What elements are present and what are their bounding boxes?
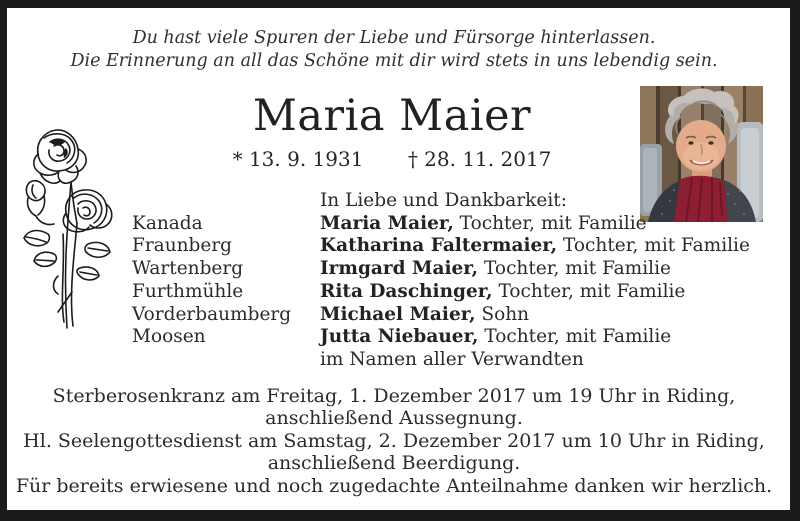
birth-date: * 13. 9. 1931 [232, 147, 364, 171]
service-line: anschließend Beerdigung. [267, 452, 521, 475]
mourner-row [132, 213, 750, 236]
mourner-place: Wartenberg [132, 258, 244, 280]
mourner-place: Kanada [132, 212, 203, 234]
service-line: Sterberosenkranz am Freitag, 1. Dezember 2017 um 19 Uhr in Riding, [52, 385, 736, 407]
service-line: Hl. Seelengottesdienst am Samstag, 2. Dezember 2017 um 10 Uhr in Riding, [23, 429, 765, 452]
service-announcements [0, 385, 788, 497]
mourner-row [132, 235, 750, 258]
mourner-relation: Sohn [481, 303, 530, 325]
mourner-row [132, 281, 750, 304]
service-line: anschließend Aussegnung. [265, 407, 523, 430]
tribute-closing: im Namen aller Verwandten [320, 348, 584, 370]
deceased-name: Maria Maier [252, 91, 532, 141]
mourner-name: Jutta Niebauer, [320, 326, 479, 348]
memorial-verse [0, 27, 788, 72]
mourner-row [132, 326, 750, 349]
verse-line-2: Die Erinnerung an all das Schöne mit dir wird stets in uns lebendig sein. [70, 50, 718, 71]
mourner-name: Irmgard Maier, [320, 258, 479, 280]
mourner-row [132, 304, 750, 327]
mourner-name: Rita Daschinger, [320, 280, 493, 302]
mourner-place: Vorderbaumberg [132, 303, 292, 325]
service-line: Für bereits erwiesene und noch zugedachte Anteilnahme danken wir herzlich. [15, 474, 773, 497]
mourner-relation: Tochter, mit Familie [459, 212, 647, 234]
mourner-row [132, 258, 750, 281]
mourner-relation: Tochter, mit Familie [498, 280, 686, 302]
mourner-relation: Tochter, mit Familie [484, 258, 671, 280]
tribute-heading-row [132, 190, 750, 213]
mourner-name: Maria Maier, [320, 212, 454, 234]
tribute-closing-row [132, 349, 750, 372]
mourner-relation: Tochter, mit Familie [484, 326, 672, 348]
tribute-section [132, 190, 750, 372]
verse-line-1: Du hast viele Spuren der Liebe und Fürsorge hinterlassen. [132, 28, 656, 48]
life-dates [0, 148, 784, 170]
death-date: † 28. 11. 2017 [407, 147, 552, 171]
tribute-heading: In Liebe und Dankbarkeit: [320, 190, 567, 211]
mourner-place: Furthmühle [132, 280, 244, 302]
mourner-place: Fraunberg [132, 235, 233, 257]
mourner-relation: Tochter, mit Familie [563, 235, 750, 257]
mourner-name: Michael Maier, [320, 303, 476, 325]
mourner-name: Katharina Faltermaier, [320, 235, 558, 257]
mourner-place: Moosen [132, 326, 206, 348]
